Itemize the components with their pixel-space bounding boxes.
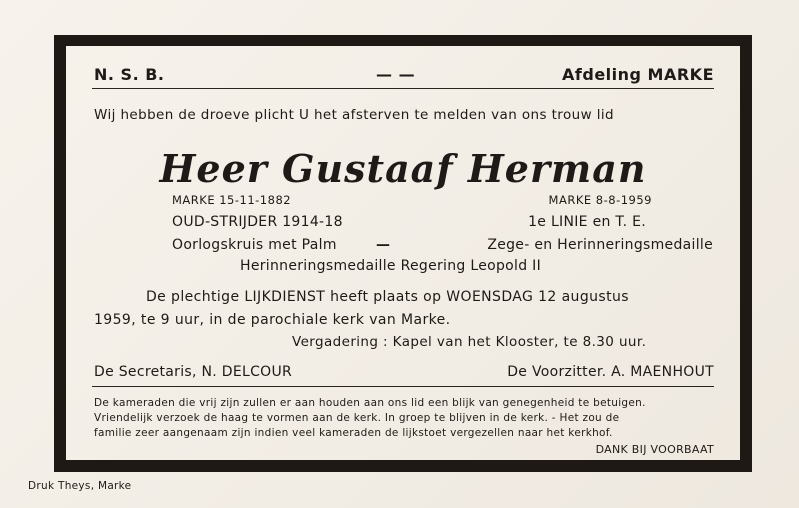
header-right: Afdeling MARKE (562, 65, 714, 84)
birth-date: MARKE 15-11-1882 (172, 193, 292, 207)
signature-rule (92, 386, 714, 387)
footnote-line-2: Vriendelijk verzoek de haag te vormen aan de kerk. In groep te blijven in de kerk. - Het zou de (94, 412, 620, 424)
border-top (54, 35, 752, 46)
intro-text: Wij hebben de droeve plicht U het afsterven te melden van ons trouw lid (94, 107, 614, 123)
border-right (740, 35, 752, 472)
footnote-line-1: De kameraden die vrij zijn zullen er aan houden aan ons lid een blijk van genegenheid te betuigen. (94, 397, 646, 409)
decoration-war-cross: Oorlogskruis met Palm (172, 237, 337, 253)
header-rule (92, 88, 714, 89)
footnote-line-3: familie zeer aangenaam zijn indien veel kameraden de lijkstoet vergezellen naar het kerkhof. (94, 427, 613, 439)
printer-credit: Druk Theys, Marke (28, 480, 132, 492)
decoration-dash: — (376, 237, 391, 253)
meeting-info: Vergadering : Kapel van het Klooster, te 8.30 uur. (292, 334, 647, 350)
card-content (66, 46, 740, 460)
header-left: N. S. B. (94, 65, 165, 84)
service-veteran: OUD-STRIJDER 1914-18 (172, 214, 343, 230)
decoration-leopold: Herinneringsmedaille Regering Leopold II (240, 258, 542, 274)
thanks-note: DANK BIJ VOORBAAT (595, 443, 714, 456)
deceased-name: Heer Gustaaf Herman (159, 146, 647, 191)
secretary-signature: De Secretaris, N. DELCOUR (94, 364, 293, 380)
border-left (54, 35, 66, 472)
header-center: — — (376, 65, 416, 84)
service-unit: 1e LINIE en T. E. (528, 214, 646, 230)
death-date: MARKE 8-8-1959 (548, 193, 652, 207)
decoration-medals: Zege- en Herinneringsmedaille (487, 237, 713, 253)
chairman-signature: De Voorzitter. A. MAENHOUT (507, 364, 714, 380)
funeral-line-2: 1959, te 9 uur, in de parochiale kerk van Marke. (94, 312, 451, 328)
funeral-line-1: De plechtige LIJKDIENST heeft plaats op WOENSDAG 12 augustus (146, 289, 629, 305)
border-bottom (54, 460, 752, 472)
